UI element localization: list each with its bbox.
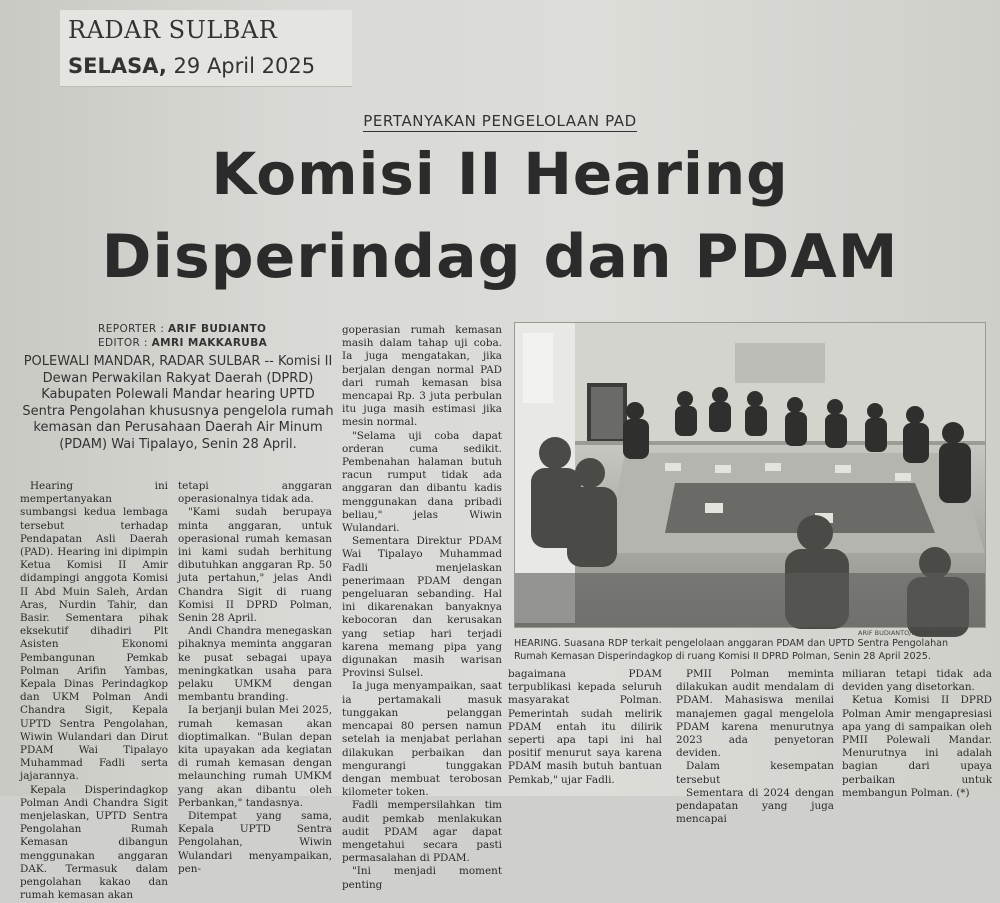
headline-line-1: Komisi II Hearing [211, 140, 789, 208]
editor-line: EDITOR : AMRI MAKKARUBA [98, 337, 268, 349]
paragraph: Ia berjanji bulan Mei 2025, rumah kemasan akan dioptimalkan. "Bulan depan kita upayakan ada kegiatan di rumah kemasan dengan melaunching rumah UMKM yang akan dibantu oleh Perbankan," tandasnya. [178, 704, 332, 809]
edition-date [68, 54, 315, 78]
reporter-line: REPORTER : ARIF BUDIANTO [98, 323, 267, 335]
meeting-room-illustration [515, 323, 985, 627]
body-column-4 [508, 668, 662, 792]
news-photo [514, 322, 986, 628]
paragraph: "Selama uji coba dapat orderan cuma sedikit. Pembenahan halaman butuh racun rumput tidak ada anggaran dan dibantu kadis menggunakan dana pribadi beliau," jelas Wiwin Wulandari. [342, 429, 502, 535]
masthead [60, 10, 352, 87]
paragraph: bagaimana PDAM terpublikasi kepada seluruh masyarakat Polman. Pemerintah sudah melirik PDAM entah itu dilirik seperti apa tapi ini hal positif menurut saya karena PDAM masih butuh bantuan Pemkab," ujar Fadli. [508, 668, 662, 786]
photo-credit: ARIF BUDIANTO/RADAR SULBAR [858, 629, 962, 637]
body-column-3 [342, 324, 502, 891]
paragraph: Dalam kesempatan tersebut [676, 760, 834, 786]
lead-paragraph: POLEWALI MANDAR, RADAR SULBAR -- Komisi II Dewan Perwakilan Rakyat Daerah (DPRD) Kabupaten Polewali Mandar hearing UPTD Sentra Pengolahan khususnya pengelola rumah kemasan dan Perusahaan Daerah Air Minum (PDAM) Wai Tipalayo, Senin 28 April. [22, 354, 334, 452]
paragraph: Fadli mempersilahkan tim audit pemkab menlakukan audit PDAM agar dapat mengetahui secara pasti permasalahan di PDAM. [342, 799, 502, 865]
body-column-5 [676, 668, 834, 826]
body-column-2 [178, 480, 332, 875]
paragraph: Ditempat yang sama, Kepala UPTD Sentra Pengolahan, Wiwin Wulandari menyampaikan, pen- [178, 810, 332, 875]
paragraph: Andi Chandra menegaskan pihaknya meminta anggaran ke pusat sebagai upaya meningkatkan usaha para pelaku UMKM dengan membantu branding. [178, 625, 332, 704]
paragraph: miliaran tetapi tidak ada deviden yang disetorkan. [842, 668, 992, 694]
paragraph: PMII Polman meminta dilakukan audit mendalam di PDAM. Mahasiswa menilai manajemen gagal mengelola PDAM karena menurutnya 2023 ada penyetoran deviden. [676, 668, 834, 760]
edition-day: SELASA, [68, 54, 167, 78]
headline-line-2: Disperindag dan PDAM [101, 222, 899, 292]
article-kicker: PERTANYAKAN PENGELOLAAN PAD [363, 112, 637, 130]
paragraph: Ketua Komisi II DPRD Polman Amir mengapresiasi apa yang di sampaikan oleh PMII Polewali Mandar. Menurutnya ini adalah bagian dari upaya perbaikan untuk membangun Polman. (*) [842, 694, 992, 799]
photo-caption: HEARING. Suasana RDP terkait pengelolaan anggaran PDAM dan UPTD Sentra Pengolahan Rumah Kemasan Disperindagkop di ruang Komisi II DPRD Polman, Senin 28 April 2025. [514, 638, 949, 662]
newspaper-name: RADAR SULBAR [68, 16, 278, 44]
paragraph: tetapi anggaran operasionalnya tidak ada. [178, 480, 332, 506]
paragraph: Ia juga menyampaikan, saat ia pertamakali masuk tunggakan pelanggan mencapai 80 persen namun setelah ia menjabat perlahan dilakukan perbaikan dan mengurangi tunggakan dengan membuat terobosan kilometer token. [342, 680, 502, 799]
paragraph: Kepala Disperindagkop Polman Andi Chandra Sigit menjelaskan, UPTD Sentra Pengolahan Rumah Kemasan dibangun menggunakan anggaran DAK. Termasuk dalam pengolahan kakao dan rumah kemasan akan [20, 783, 168, 902]
paragraph: Sementara di 2024 dengan pendapatan yang juga mencapai [676, 786, 834, 826]
paragraph: Sementara Direktur PDAM Wai Tipalayo Muhammad Fadli menjelaskan penerimaan PDAM dengan pengeluaran sebanding. Hal ini dikarenakan banyaknya kebocoran dan kerusakan yang setiap hari terjadi karena memang pipa yang digunakan masih warisan Provinsi Sulsel. [342, 535, 502, 680]
paragraph: "Ini menjadi moment penting [342, 865, 502, 891]
paragraph: Hearing ini mempertanyakan sumbangsi kedua lembaga tersebut terhadap Pendapatan Asli Daerah (PAD). Hearing ini dipimpin Ketua Komisi II Amir didampingi anggota Komisi II Abd Muin Saleh, Ardan Aras, Nurdin Tahir, dan Basir. Sementara pihak eksekutif dihadiri Plt Asisten Ekonomi Pembangunan Pemkab Polman Arifin Yambas, Kepala Dinas Perindagkop dan UKM Polman Andi Chandra Sigit, Kepala UPTD Sentra Pengolahan, Wiwin Wulandari dan Dirut PDAM Wai Tipalayo Muhammad Fadli serta jajarannya. [20, 480, 168, 783]
body-column-6 [842, 668, 992, 799]
byline [98, 322, 267, 350]
body-column-1 [20, 480, 168, 902]
paragraph: "Kami sudah berupaya minta anggaran, untuk operasional rumah kemasan ini kami sudah berhitung dibutuhkan anggaran Rp. 50 juta pertahun," jelas Andi Chandra Sigit di ruang Komisi II DPRD Polman, Senin 28 April. [178, 506, 332, 625]
paragraph: goperasian rumah kemasan masih dalam tahap uji coba. Ia juga mengatakan, jika berjalan dengan normal PAD dari rumah kemasan bisa mencapai Rp. 3 juta perbulan itu juga masih estimasi jika mesin normal. [342, 324, 502, 429]
edition-date-value: 29 April 2025 [173, 54, 316, 78]
